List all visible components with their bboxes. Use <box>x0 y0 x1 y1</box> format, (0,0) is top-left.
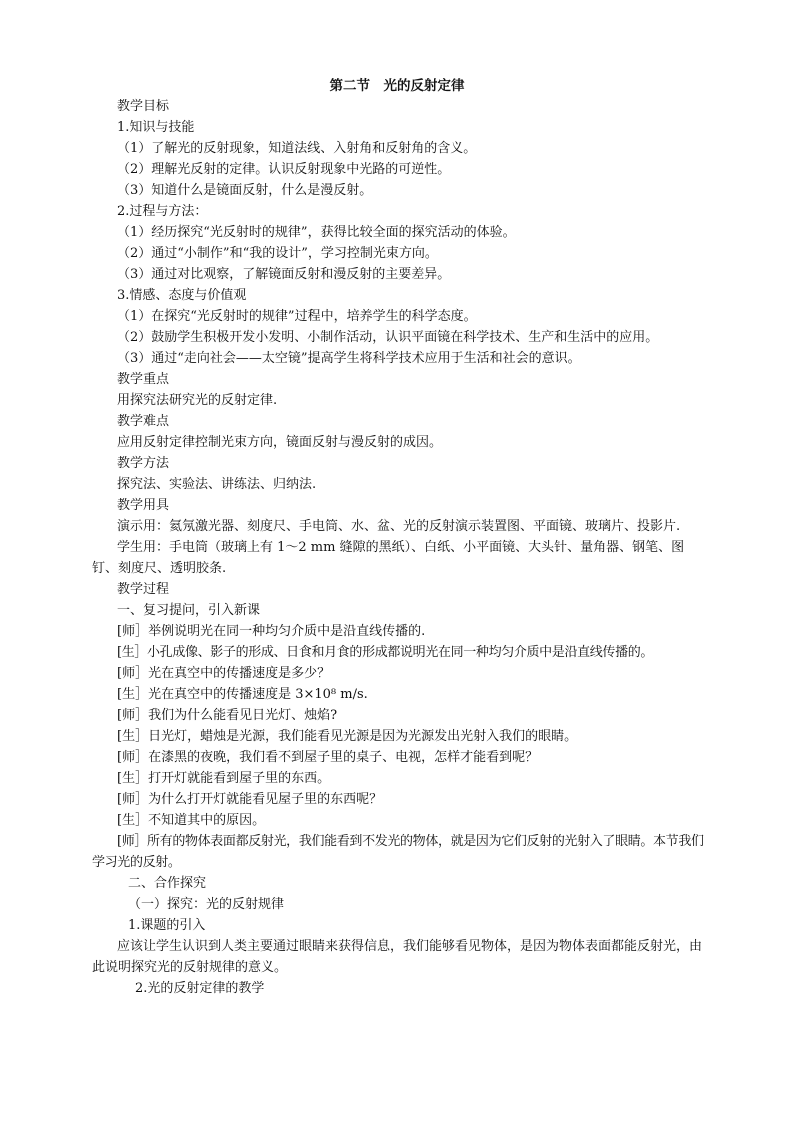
paragraph: （3）通过“走向社会——太空镜”提高学生将科学技术应用于生活和社会的意识。 <box>117 351 581 366</box>
paragraph: 应用反射定律控制光束方向，镜面反射与漫反射的成因。 <box>117 435 443 450</box>
paragraph: [师］举例说明光在同一种均匀介质中是沿直线传播的. <box>117 624 426 639</box>
paragraph: [生］日光灯，蜡烛是光源，我们能看见光源是因为光源发出光射入我们的眼睛。 <box>117 729 578 744</box>
paragraph: [生］不知道其中的原因。 <box>117 813 266 828</box>
paragraph: 应该让学生认识到人类主要通过眼睛来获得信息，我们能够看见物体，是因为物体表面都能反射光，由此说明探究光的反射规律的意义。 <box>92 939 703 975</box>
paragraph: 1.知识与技能 <box>117 120 195 135</box>
document-body <box>92 96 704 999</box>
paragraph: 探究法、实验法、讲练法、归纳法. <box>117 477 317 492</box>
paragraph: [生］光在真空中的传播速度是 3×10⁸ m/s. <box>117 687 368 702</box>
paragraph: [师］在漆黑的夜晚，我们看不到屋子里的桌子、电视，怎样才能看到呢？ <box>117 750 539 765</box>
paragraph: [生］小孔成像、影子的形成、日食和月食的形成都说明光在同一种均匀介质中是沿直线传播的。 <box>117 645 654 660</box>
paragraph: 教学方法 <box>117 456 170 471</box>
paragraph: 用探究法研究光的反射定律. <box>117 393 278 408</box>
paragraph: （3）通过对比观察，了解镜面反射和漫反射的主要差异。 <box>117 267 451 282</box>
paragraph: [师］光在真空中的传播速度是多少？ <box>117 666 331 681</box>
paragraph: （一）探究：光的反射规律 <box>128 897 285 912</box>
paragraph: （3）知道什么是镜面反射，什么是漫反射。 <box>117 183 373 198</box>
paragraph: 教学用具 <box>117 498 170 513</box>
paragraph: （1）经历探究“光反射时的规律”，获得比较全面的探究活动的体验。 <box>117 225 516 240</box>
paragraph: 二、合作探究 <box>128 876 207 891</box>
paragraph: [师］所有的物体表面都反射光，我们能看到不发光的物体，就是因为它们反射的光射入了眼睛。本节我们学习光的反射。 <box>92 834 704 870</box>
paragraph: 学生用：手电筒（玻璃上有 1～2 mm 缝隙的黑纸）、白纸、小平面镜、大头针、量角器、钢笔、图钉、刻度尺、透明胶条. <box>92 540 685 576</box>
paragraph: 3.情感、态度与价值观 <box>117 288 247 303</box>
paragraph: 教学过程 <box>117 582 170 597</box>
paragraph: 2.光的反射定律的教学 <box>135 981 265 996</box>
paragraph: （1）了解光的反射现象，知道法线、入射角和反射角的含义。 <box>117 141 477 156</box>
paragraph: （2）鼓励学生积极开发小发明、小制作活动，认识平面镜在科学技术、生产和生活中的应用。 <box>117 330 659 345</box>
page-title: 第二节 光的反射定律 <box>329 78 465 94</box>
paragraph: （1）在探究“光反射时的规律”过程中，培养学生的科学态度。 <box>117 309 477 324</box>
paragraph: （2）通过“小制作”和“我的设计”，学习控制光束方向。 <box>117 246 438 261</box>
paragraph: 教学目标 <box>117 99 170 114</box>
paragraph: [生］打开灯就能看到屋子里的东西。 <box>117 771 331 786</box>
paragraph: [师］为什么打开灯就能看见屋子里的东西呢？ <box>117 792 383 807</box>
paragraph: （2）理解光反射的定律。认识反射现象中光路的可逆性。 <box>117 162 451 177</box>
paragraph: 教学重点 <box>117 372 170 387</box>
paragraph: 演示用：氦氖激光器、刻度尺、手电筒、水、盆、光的反射演示装置图、平面镜、玻璃片、投影片. <box>117 519 681 534</box>
paragraph: 2.过程与方法： <box>117 204 208 219</box>
paragraph: 1.课题的引入 <box>128 918 206 933</box>
paragraph: 一、复习提问，引入新课 <box>117 603 261 618</box>
paragraph: 教学难点 <box>117 414 170 429</box>
paragraph: [师］我们为什么能看见日光灯、烛焰? <box>117 708 338 723</box>
